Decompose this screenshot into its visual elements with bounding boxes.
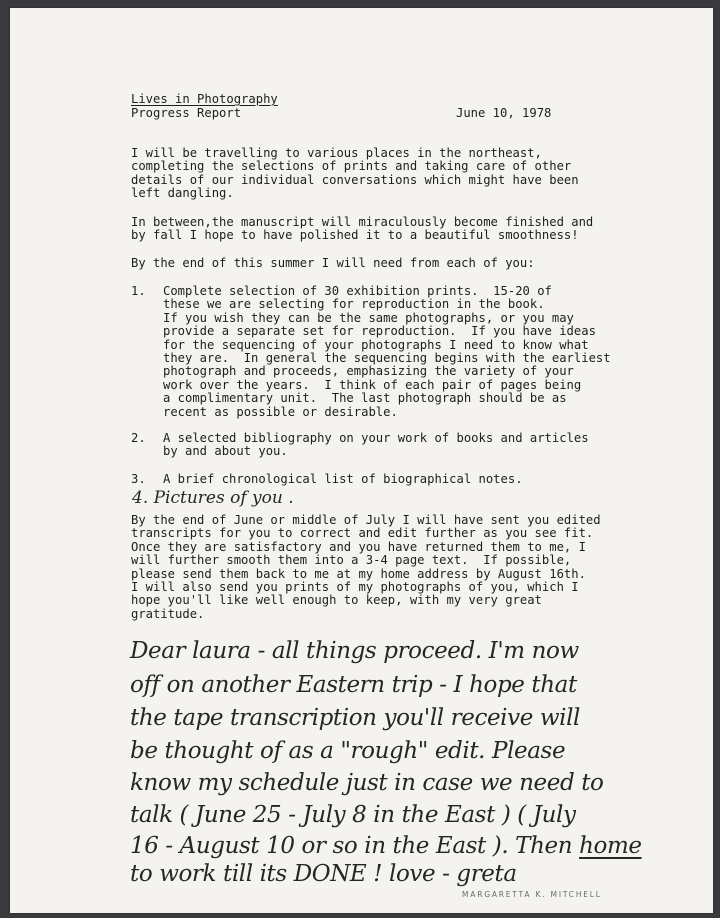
list-item-3-text: A brief chronological list of biographical notes. bbox=[163, 472, 523, 486]
intro-paragraph-2: In between,the manuscript will miraculously become finished and by fall I hope to have polished it to a beautiful smoothness! bbox=[131, 215, 594, 243]
list-item-1-text: Complete selection of 30 exhibition prints. 15-20 of these we are selecting for reproduction in the book. If you wish they can be the same photographs, or you may provide a separate set for reproduction. If you have ideas for the sequencing of your photographs I need to know what they are. In general the sequencing begins with the earliest photograph and proceeds, emphasizing the variety of your work over the years. I think of each pair of pages being a complimentary unit. The last photograph should be as recent as possible or desirable. bbox=[163, 284, 611, 419]
intro-paragraph-3: By the end of this summer I will need from each of you: bbox=[131, 256, 535, 270]
list-item-3-number: 3. bbox=[131, 472, 146, 486]
document-title: Lives in Photography bbox=[131, 92, 278, 106]
document-date: June 10, 1978 bbox=[456, 106, 552, 120]
handwritten-note-line-8: to work till its DONE ! love - greta bbox=[130, 861, 517, 887]
handwritten-note-line-5: know my schedule just in case we need to bbox=[130, 770, 604, 796]
handwritten-note-line-7 bbox=[130, 833, 642, 859]
list-item-1-number: 1. bbox=[131, 284, 146, 298]
list-item-2-text: A selected bibliography on your work of books and articles by and about you. bbox=[163, 431, 589, 459]
handwritten-note-line-6: talk ( June 25 - July 8 in the East ) ( July bbox=[130, 802, 576, 828]
handwritten-note-line-2: off on another Eastern trip - I hope that bbox=[130, 672, 577, 698]
closing-paragraph: By the end of June or middle of July I will have sent you edited transcripts for you to correct and edit further as you see fit. Once they are satisfactory and you have returned them to me, I will further smooth them into a 3-4 page text. If possible, please send them back to me at my home address by August 16th. I will also send you prints of my photographs of you, which I hope you'll like well enough to keep, with my very great gratitude. bbox=[131, 513, 601, 621]
intro-paragraph-1: I will be travelling to various places in the northeast, completing the selections of prints and taking care of other details of our individual conversations which might have been left dangling. bbox=[131, 146, 579, 201]
handwritten-underlined-word: home bbox=[579, 833, 642, 859]
list-item-2-number: 2. bbox=[131, 431, 146, 445]
handwritten-note-line-1: Dear laura - all things proceed. I'm now bbox=[130, 638, 579, 664]
document-subtitle: Progress Report bbox=[131, 106, 242, 120]
handwritten-note-line-3: the tape transcription you'll receive will bbox=[130, 705, 580, 731]
handwritten-note-line-7-text: 16 - August 10 or so in the East ). Then bbox=[130, 833, 580, 859]
handwritten-note-line-4: be thought of as a "rough" edit. Please bbox=[130, 738, 566, 764]
handwritten-list-item-4: 4. Pictures of you . bbox=[132, 488, 294, 508]
signature-stamp: MARGARETTA K. MITCHELL bbox=[462, 890, 602, 899]
